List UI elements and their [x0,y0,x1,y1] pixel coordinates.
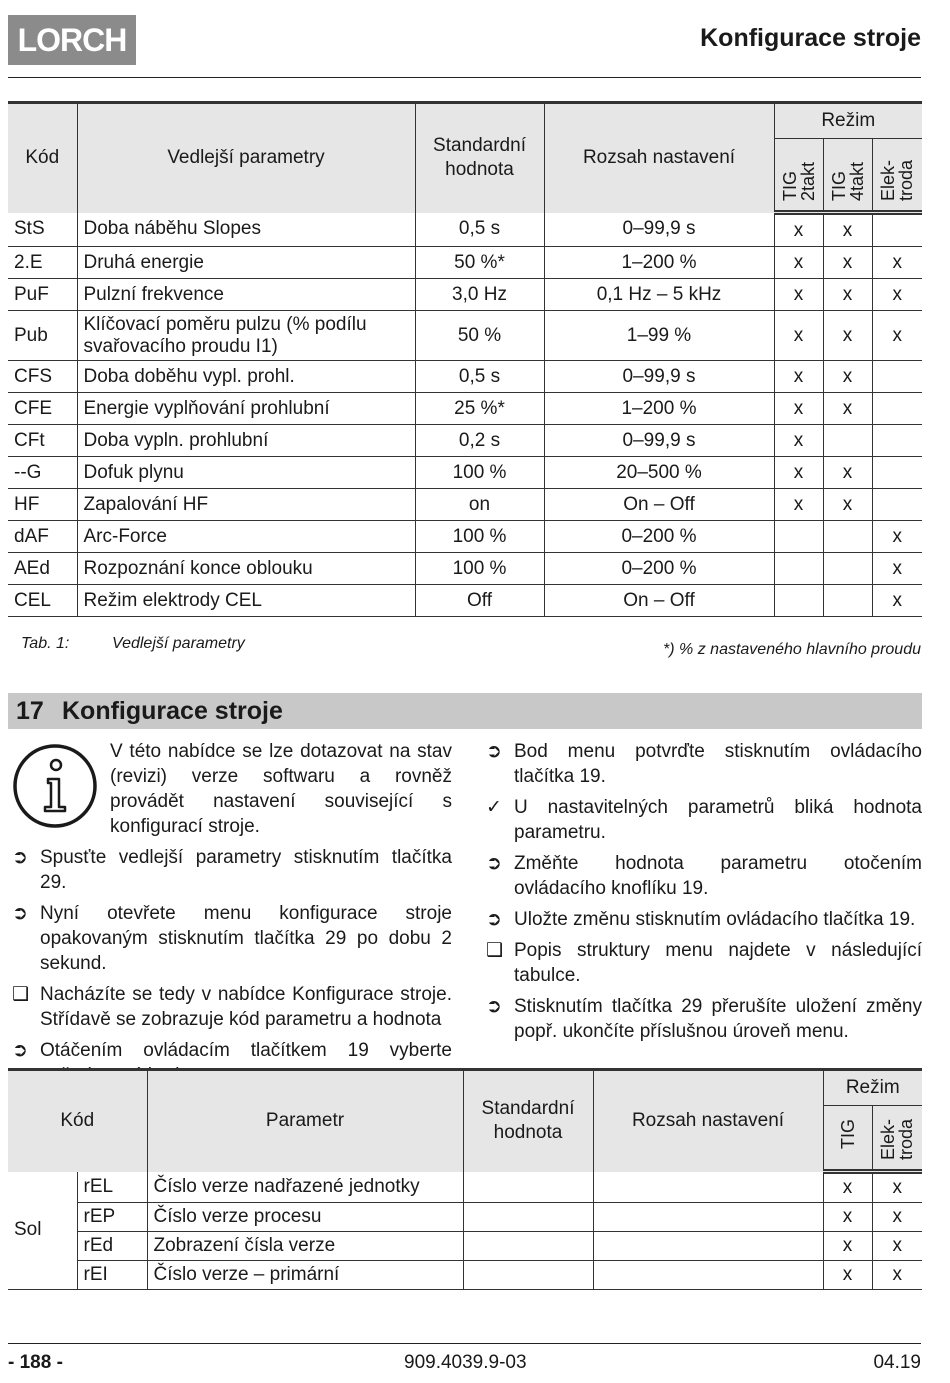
list-item [486,739,922,789]
table-row [8,1172,922,1203]
row-tig: x [823,1261,872,1290]
table-row [8,247,922,279]
table-row [8,585,922,617]
row-elec: x [872,279,922,311]
row-tig2 [774,553,823,585]
row-range: 0–99,9 s [544,361,774,393]
row-tig: x [823,1203,872,1232]
list-item-text: Stisknutím tlačítka 29 přerušíte uložení změny popř. ukončíte příslušnou úroveň menu. [514,996,922,1042]
row-elec: x [872,1232,922,1261]
row-subcode: rEI [77,1261,147,1290]
list-item-text: Spusťte vedlejší parametry stisknutím tlačítka 29. [40,847,452,893]
info-note [12,739,452,845]
row-elec [872,361,922,393]
header-mode: Režim [774,103,922,139]
row-tig2: x [774,457,823,489]
row-tig2 [774,521,823,553]
row-tig2: x [774,361,823,393]
list-item [486,795,922,845]
row-subcode: rEP [77,1203,147,1232]
row-range: 0–200 % [544,553,774,585]
row-param: Dofuk plynu [77,457,415,489]
row-default [463,1232,593,1261]
row-default [463,1261,593,1290]
document-date: 04.19 [873,1352,921,1373]
row-tig4: x [823,457,872,489]
row-tig4: x [823,311,872,361]
row-tig4 [823,521,872,553]
row-tig4 [823,425,872,457]
row-tig4: x [823,247,872,279]
table-row [8,489,922,521]
table-row [8,279,922,311]
row-param: Číslo verze nadřazené jednotky [147,1172,463,1203]
info-text: V této nabídce se lze dotazovat na stav (revizi) verze softwaru a rovněž provádět nastavení související s konfigurací stroje. [110,741,452,837]
document-number: 909.4039.9-03 [404,1352,527,1373]
row-tig4: x [823,279,872,311]
row-range [593,1203,823,1232]
row-tig: x [823,1172,872,1203]
list-item-text: Otáčením ovládacím tlačítkem 19 vyberte [40,1040,452,1061]
header-divider [8,77,921,78]
row-tig2: x [774,425,823,457]
table-row [8,553,922,585]
header-elec: Elek- troda [872,139,922,213]
row-elec: x [872,1203,922,1232]
row-tig4: x [823,213,872,247]
row-tig2: x [774,279,823,311]
header-default: Standardní hodnota [415,103,544,213]
table-row [8,457,922,489]
row-range: 1–200 % [544,393,774,425]
row-tig: x [823,1232,872,1261]
row-elec: x [872,311,922,361]
caption-text: Vedlejší parametry [112,635,245,652]
header-range: Rozsah nastavení [544,103,774,213]
row-default: 50 %* [415,247,544,279]
row-elec: x [872,585,922,617]
row-tig2: x [774,247,823,279]
list-item [486,851,922,901]
row-code: --G [8,457,77,489]
list-item-text: Nyní otevřete menu konfigurace stroje opakovaným stisknutím tlačítka 29 po dobu 2 sekund. [40,903,452,974]
row-elec [872,393,922,425]
header-elec: Elek- troda [872,1106,922,1172]
section-number: 17 [16,696,44,725]
footer-divider [8,1343,921,1344]
machine-configuration-table [8,1068,922,1290]
row-tig4: x [823,393,872,425]
row-default: 100 % [415,457,544,489]
table-row [8,213,922,247]
bullet-icon: ➲ [12,1040,28,1061]
table-row [8,311,922,361]
list-item [12,901,452,976]
row-range: 0–200 % [544,521,774,553]
row-param: Zapalování HF [77,489,415,521]
row-default: Off [415,585,544,617]
row-elec: x [872,1172,922,1203]
row-code: 2.E [8,247,77,279]
row-range: On – Off [544,585,774,617]
row-param: Arc-Force [77,521,415,553]
row-tig4 [823,585,872,617]
bullet-icon: ➲ [486,741,502,762]
row-tig4: x [823,489,872,521]
left-column [12,739,452,1094]
row-range: 1–99 % [544,311,774,361]
row-default: 0,5 s [415,361,544,393]
secondary-parameters-table [8,101,922,617]
row-default: 100 % [415,553,544,585]
row-elec: x [872,521,922,553]
info-icon [12,743,98,829]
row-param: Zobrazení čísla verze [147,1232,463,1261]
header-tig: TIG [823,1106,872,1172]
row-subcode: rEd [77,1232,147,1261]
table-row [8,1203,922,1232]
row-range: 0–99,9 s [544,213,774,247]
left-instruction-list [12,845,452,1088]
list-item [486,938,922,988]
bullet-icon: ➲ [486,909,502,930]
row-range [593,1172,823,1203]
caption-label: Tab. 1: [21,635,70,652]
row-tig4 [823,553,872,585]
header-default: Standardní hodnota [463,1070,593,1172]
row-tig2: x [774,311,823,361]
list-item [12,982,452,1032]
row-range [593,1232,823,1261]
row-default: 3,0 Hz [415,279,544,311]
row-param: Druhá energie [77,247,415,279]
bullet-icon: ➲ [486,853,502,874]
header-mode: Režim [823,1070,922,1106]
section-title: Konfigurace stroje [62,696,283,725]
list-item [486,994,922,1044]
table-caption [21,635,245,653]
bullet-icon: ✓ [486,797,502,818]
list-item-text: Popis struktury menu najdete v následující tabulce. [514,940,922,986]
row-code: HF [8,489,77,521]
header-code: Kód [8,103,77,213]
table-row [8,521,922,553]
row-subcode: rEL [77,1172,147,1203]
header-tig2: TIG 2takt [774,139,823,213]
row-default [463,1203,593,1232]
row-param: Číslo verze procesu [147,1203,463,1232]
table-row [8,1261,922,1290]
row-range: 0,1 Hz – 5 kHz [544,279,774,311]
row-param: Číslo verze – primární [147,1261,463,1290]
row-code: AEd [8,553,77,585]
row-tig2: x [774,213,823,247]
header-code: Kód [8,1070,147,1172]
row-param: Doba náběhu Slopes [77,213,415,247]
row-code: PuF [8,279,77,311]
row-code: dAF [8,521,77,553]
table-footnote: *) % z nastaveného hlavního proudu [663,641,921,658]
row-code: CFE [8,393,77,425]
row-param: Energie vyplňování prohlubní [77,393,415,425]
header-range: Rozsah nastavení [593,1070,823,1172]
row-param: Doba vypln. prohlubní [77,425,415,457]
row-code: CFt [8,425,77,457]
row-default: on [415,489,544,521]
list-item [486,907,922,932]
row-elec: x [872,1261,922,1290]
list-item-text: Bod menu potvrďte stisknutím ovládacího tlačítka 19. [514,741,922,787]
row-range: 0–99,9 s [544,425,774,457]
row-code: CEL [8,585,77,617]
row-param: Rozpoznání konce oblouku [77,553,415,585]
bullet-icon: ➲ [12,903,28,924]
row-elec [872,213,922,247]
row-range: On – Off [544,489,774,521]
bullet-icon: ➲ [12,847,28,868]
table-row [8,1232,922,1261]
row-elec [872,425,922,457]
header-param: Vedlejší parametry [77,103,415,213]
row-elec: x [872,553,922,585]
page-title: Konfigurace stroje [700,24,921,52]
row-param: Doba doběhu vypl. prohl. [77,361,415,393]
row-elec [872,457,922,489]
table-row [8,393,922,425]
lorch-logo: LORCH [8,15,136,65]
row-param: Klíčovací poměru pulzu (% podílu svařovacího proudu I1) [77,311,415,361]
header-param: Parametr [147,1070,463,1172]
row-elec: x [872,247,922,279]
group-code: Sol [8,1172,77,1290]
right-instruction-list [486,739,922,1044]
row-tig2 [774,585,823,617]
row-default [463,1172,593,1203]
row-default: 50 % [415,311,544,361]
row-default: 0,2 s [415,425,544,457]
list-item-text: U nastavitelných parametrů bliká hodnota parametru. [514,797,922,843]
row-range: 1–200 % [544,247,774,279]
bullet-icon: ❑ [486,940,504,961]
row-default: 100 % [415,521,544,553]
row-param: Pulzní frekvence [77,279,415,311]
list-item-text: Změňte hodnota parametru otočením ovládacího knoflíku 19. [514,853,922,899]
bullet-icon: ➲ [486,996,502,1017]
row-param: Režim elektrody CEL [77,585,415,617]
row-code: CFS [8,361,77,393]
bullet-icon: ❑ [12,984,30,1005]
list-item-text: Uložte změnu stisknutím ovládacího tlačítka 19. [514,909,916,930]
row-default: 25 %* [415,393,544,425]
row-range [593,1261,823,1290]
row-default: 0,5 s [415,213,544,247]
header-tig4: TIG 4takt [823,139,872,213]
row-elec [872,489,922,521]
row-tig2: x [774,393,823,425]
row-code: StS [8,213,77,247]
page-number: - 188 - [8,1352,63,1373]
right-column [486,739,922,1050]
row-tig2: x [774,489,823,521]
row-range: 20–500 % [544,457,774,489]
table-row [8,425,922,457]
row-tig4: x [823,361,872,393]
table-row [8,361,922,393]
list-item [12,845,452,895]
section-heading [8,693,922,729]
list-item-text: Nacházíte se tedy v nabídce Konfigurace stroje. Střídavě se zobrazuje kód parametru a hodnota [40,984,452,1030]
row-code: Pub [8,311,77,361]
